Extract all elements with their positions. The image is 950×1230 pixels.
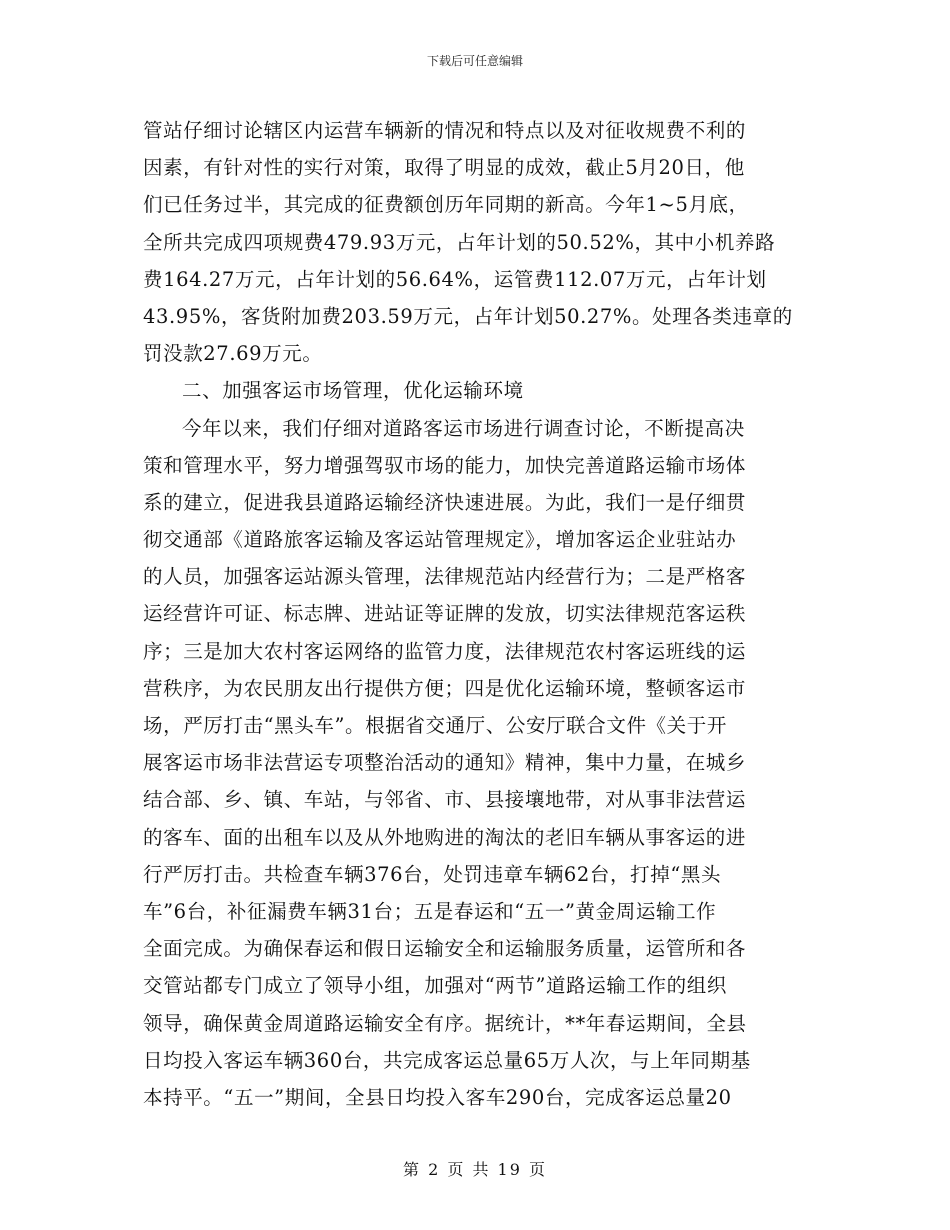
text-line: 展客运市场非法营运专项整治活动的通知》精神，集中力量，在城乡 (143, 751, 747, 775)
section-heading: 二、加强客运市场管理，优化运输环境 (182, 379, 524, 403)
text-line: 彻交通部《道路旅客运输及客运站管理规定》，增加客运企业驻站办 (143, 528, 737, 552)
text-line: 策和管理水平，努力增强驾驭市场的能力，加快完善道路运输市场体 (143, 453, 747, 477)
text-line: 的人员，加强客运站源头管理，法律规范站内经营行为；二是严格客 (143, 565, 747, 589)
document-body (143, 112, 813, 1116)
text-line: 序；三是加大农村客运网络的监管力度，法律规范农村客运班线的运 (143, 639, 747, 663)
text-line: 因素，有针对性的实行对策，取得了明显的成效，截止5月20日，他 (143, 156, 745, 180)
text-line: 行严厉打击。共检查车辆376台，处罚违章车辆62台，打掉“黑头 (143, 862, 722, 886)
text-line: 的客车、面的出租车以及从外地购进的淘汰的老旧车辆从事客运的进 (143, 825, 747, 849)
text-line: 日均投入客运车辆360台，共完成客运总量65万人次，与上年同期基 (143, 1048, 751, 1072)
text-line: 场，严厉打击“黑头车”。根据省交通厅、公安厅联合文件《关于开 (143, 714, 727, 737)
text-line: 管站仔细讨论辖区内运营车辆新的情况和特点以及对征收规费不利的 (143, 119, 747, 142)
text-line: 43.95%，客货附加费203.59万元，占年计划50.27%。处理各类违章的 (143, 304, 793, 328)
text-line: 全面完成。为确保春运和假日运输安全和运输服务质量，运管所和各 (143, 937, 747, 961)
text-line: 车”6台，补征漏费车辆31台；五是春运和“五一”黄金周运输工作 (143, 899, 717, 923)
text-line: 费164.27万元，占年计划的56.64%，运管费112.07万元，占年计划 (143, 267, 767, 291)
text-line: 们已任务过半，其完成的征费额创历年同期的新高。今年1~5月底， (143, 193, 749, 217)
text-line: 罚没款27.69万元。 (143, 342, 323, 366)
page-footer: 第 2 页 共 19 页 (403, 1160, 547, 1179)
text-line: 今年以来，我们仔细对道路客运市场进行调查讨论，不断提高决 (182, 416, 745, 440)
text-line: 结合部、乡、镇、车站，与邻省、市、县接壤地带，对从事非法营运 (143, 788, 747, 812)
text-line: 系的建立，促进我县道路运输经济快速进展。为此，我们一是仔细贯 (143, 490, 747, 514)
text-line: 本持平。“五一”期间，全县日均投入客车290台，完成客运总量20 (143, 1085, 732, 1109)
text-line: 运经营许可证、标志牌、进站证等证牌的发放，切实法律规范客运秩 (143, 602, 747, 626)
text-line: 领导，确保黄金周道路运输安全有序。据统计，**年春运期间，全县 (143, 1011, 747, 1035)
text-line: 营秩序，为农民朋友出行提供方便；四是优化运输环境，整顿客运市 (143, 676, 747, 700)
text-line: 交管站都专门成立了领导小组，加强对“两节”道路运输工作的组织 (143, 974, 727, 998)
text-line: 全所共完成四项规费479.93万元，占年计划的50.52%，其中小机养路 (143, 230, 776, 254)
page-header: 下载后可任意编辑 (426, 54, 523, 68)
